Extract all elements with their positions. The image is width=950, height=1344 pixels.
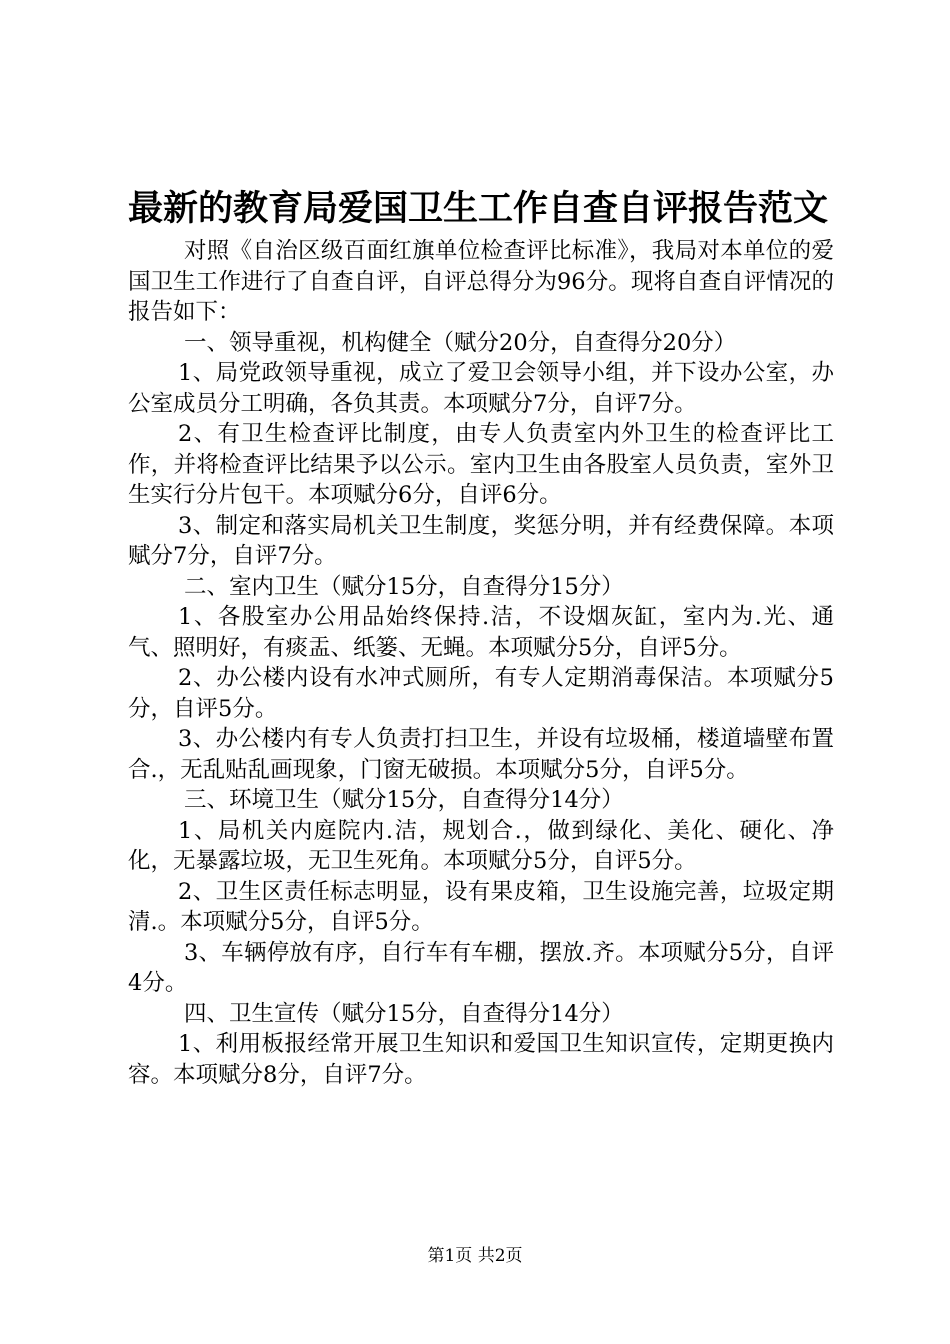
paragraph: 1、利用板报经常开展卫生知识和爱国卫生知识宣传，定期更换内容。本项赋分8分，自评7分。 xyxy=(128,1031,834,1088)
paragraph: 3、车辆停放有序，自行车有车棚，摆放.齐。本项赋分5分，自评4分。 xyxy=(128,939,834,996)
document-title: 最新的教育局爱国卫生工作自查自评报告范文 xyxy=(128,188,829,229)
paragraph: 1、局机关内庭院内.洁，规划合.，做到绿化、美化、硬化、净化，无暴露垃圾，无卫生死角。本项赋分5分，自评5分。 xyxy=(128,817,834,874)
page-footer: 第1页 共2页 xyxy=(427,1246,523,1266)
section-heading: 四、卫生宣传（赋分15分，自查得分14分） xyxy=(184,1000,624,1027)
paragraph: 对照《自治区级百面红旗单位检查评比标准》，我局对本单位的爱国卫生工作进行了自查自评，自评总得分为96分。现将自查自评情况的报告如下： xyxy=(128,238,834,325)
paragraph: 3、办公楼内有专人负责打扫卫生，并设有垃圾桶，楼道墙壁布置合.，无乱贴乱画现象，门窗无破损。本项赋分5分，自评5分。 xyxy=(128,726,834,783)
paragraph: 3、制定和落实局机关卫生制度，奖惩分明，并有经费保障。本项赋分7分，自评7分。 xyxy=(128,512,834,569)
paragraph: 1、各股室办公用品始终保持.洁，不设烟灰缸，室内为.光、通气、照明好，有痰盂、纸篓、无蝇。本项赋分5分，自评5分。 xyxy=(128,604,834,661)
paragraph: 1、局党政领导重视，成立了爱卫会领导小组，并下设办公室，办公室成员分工明确，各负其责。本项赋分7分，自评7分。 xyxy=(128,360,834,417)
section-heading: 一、领导重视，机构健全（赋分20分，自查得分20分） xyxy=(184,329,737,356)
section-heading: 三、环境卫生（赋分15分，自查得分14分） xyxy=(184,787,624,813)
section-heading: 二、室内卫生（赋分15分，自查得分15分） xyxy=(184,573,624,600)
paragraph: 2、办公楼内设有水冲式厕所，有专人定期消毒保洁。本项赋分5分，自评5分。 xyxy=(128,665,834,722)
document-body xyxy=(128,236,834,1090)
paragraph: 2、有卫生检查评比制度，由专人负责室内外卫生的检查评比工作，并将检查评比结果予以公示。室内卫生由各股室人员负责，室外卫生实行分片包干。本项赋分6分，自评6分。 xyxy=(128,421,834,508)
paragraph: 2、卫生区责任标志明显，设有果皮箱，卫生设施完善，垃圾定期清.。本项赋分5分，自评5分。 xyxy=(128,878,834,935)
